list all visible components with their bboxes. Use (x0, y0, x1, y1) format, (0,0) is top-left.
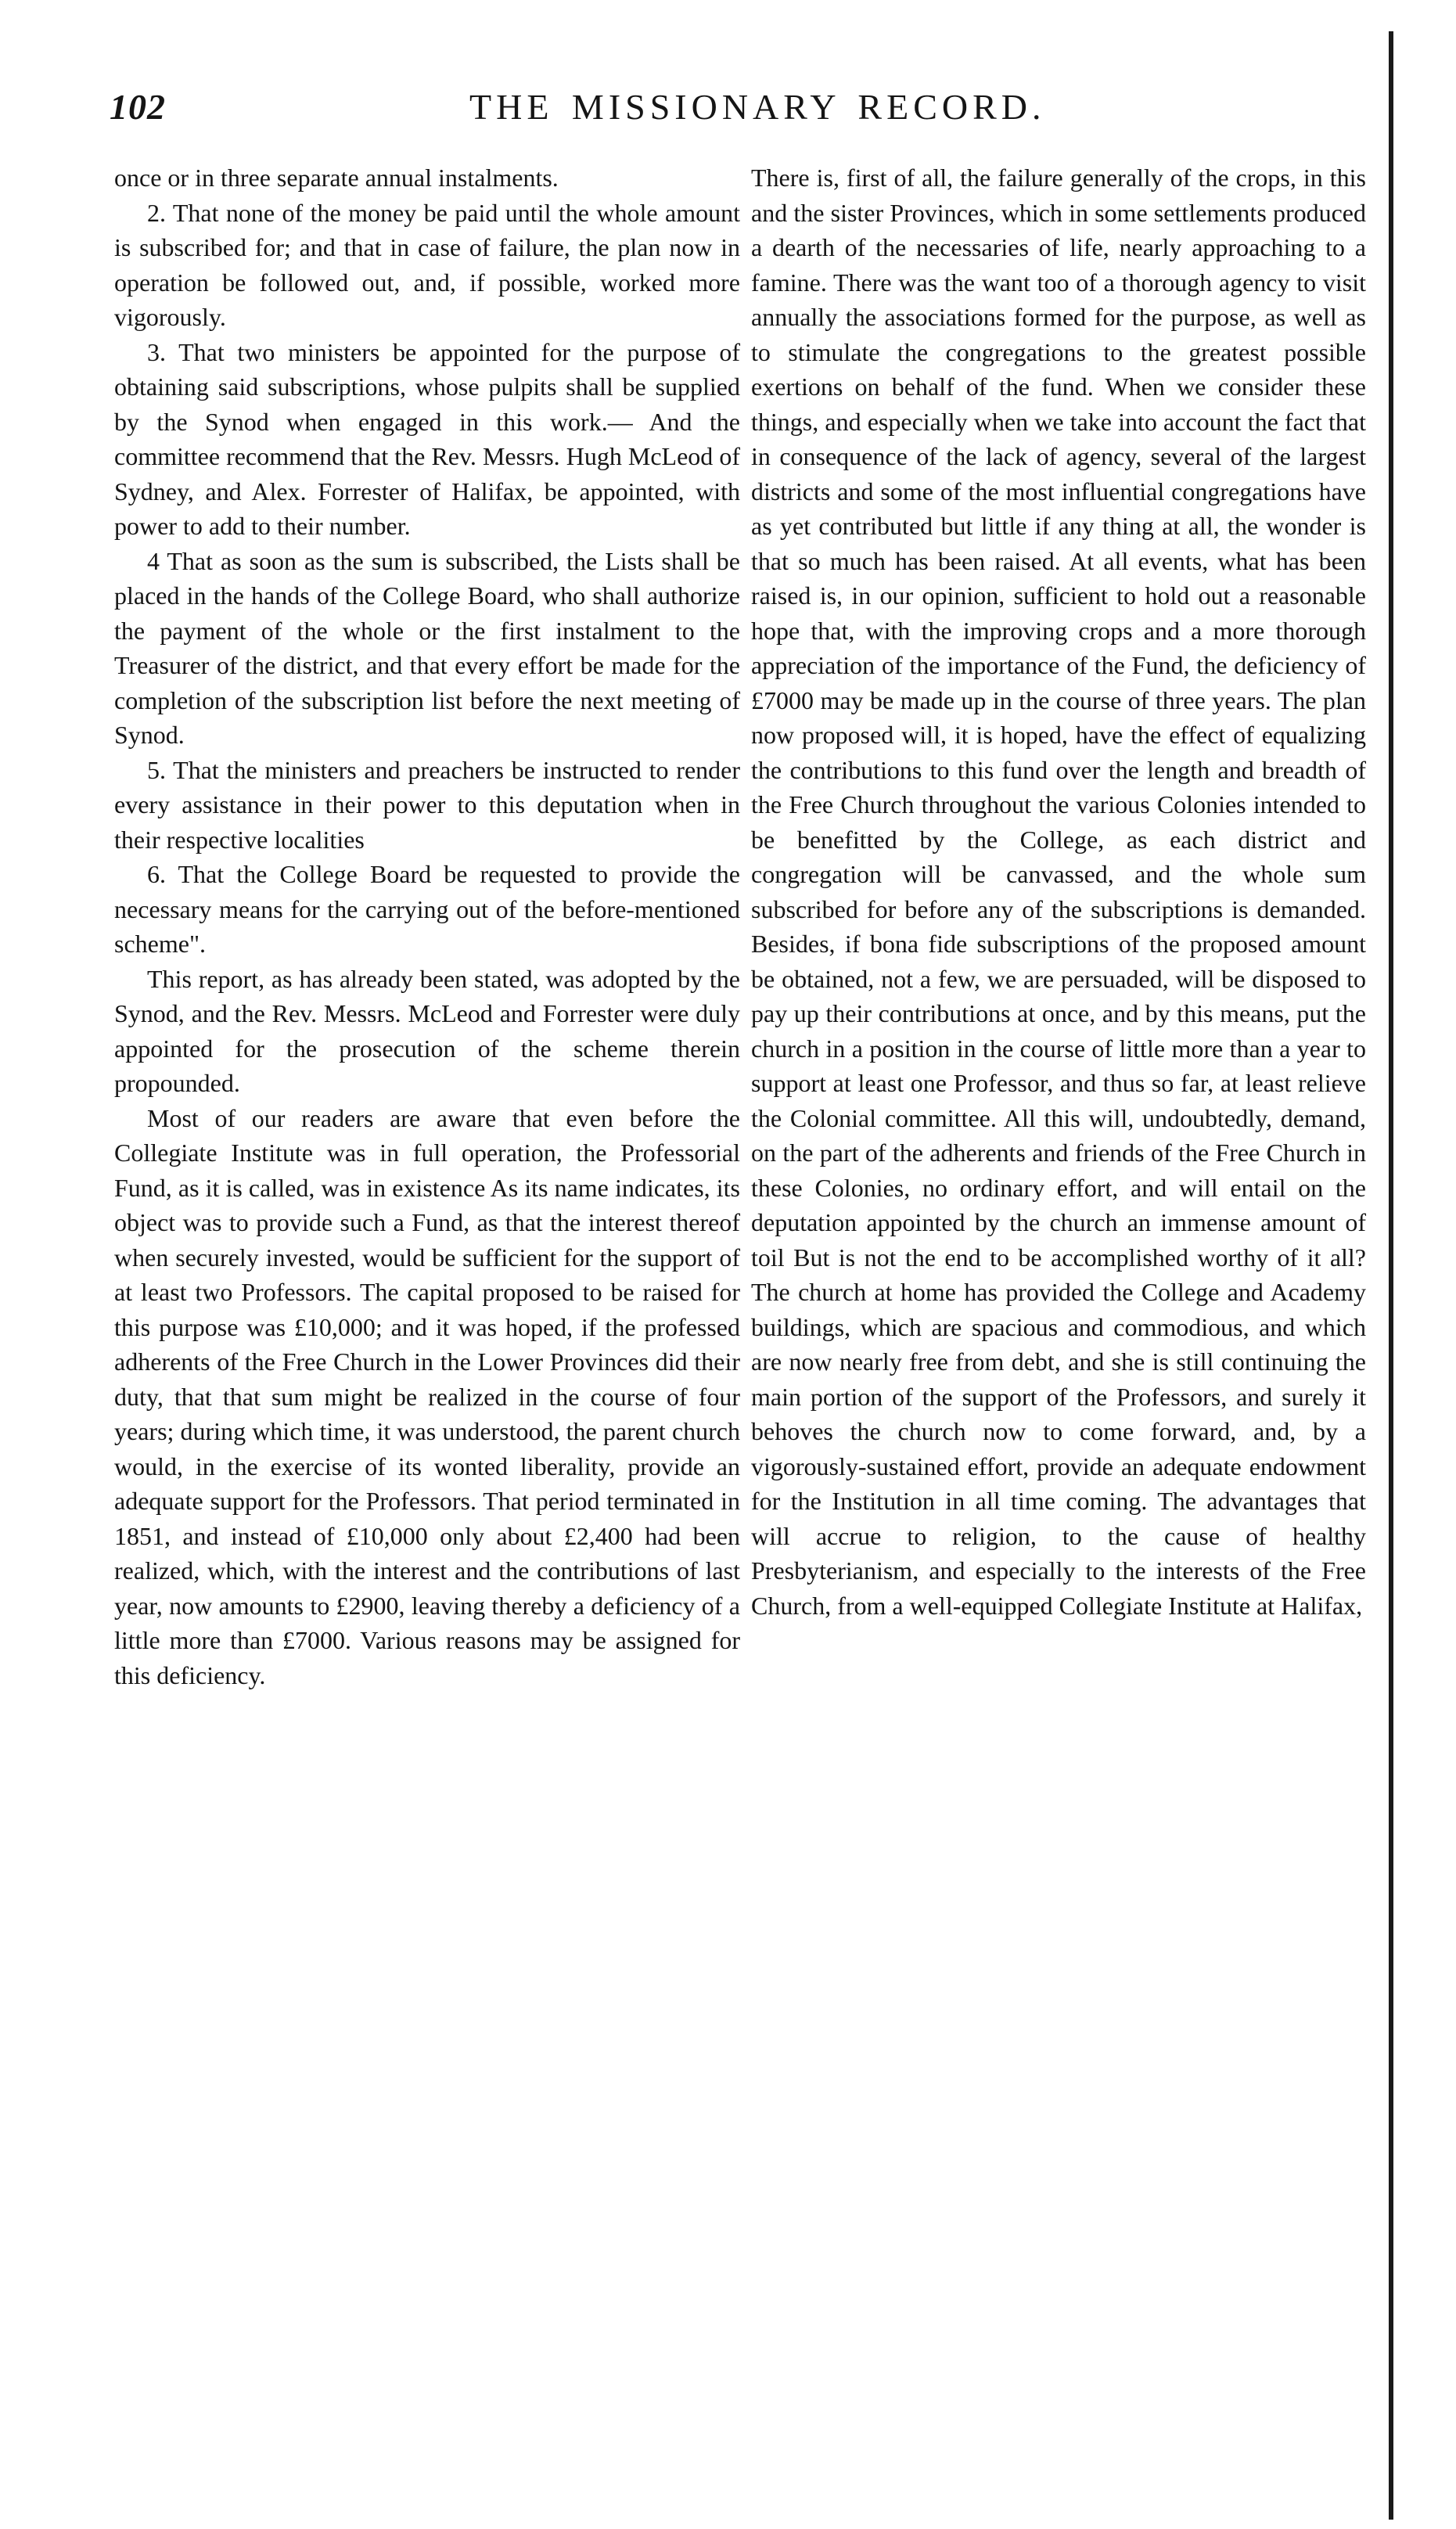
left-column (114, 160, 740, 1693)
page-header (110, 86, 1330, 156)
paragraph: once or in three separate annual instalments. (114, 164, 559, 192)
right-column (751, 160, 1366, 1623)
paragraph: 6. That the College Board be requested to provide the necessary means for the carrying out of the before-mentioned scheme". (114, 860, 740, 958)
paragraph: There is, first of all, the failure generally of the crops, in this and the sister Provinces, which in some settlements produced a dearth of the necessaries of life, nearly approaching to a famine. There was the want too of a thorough agency to visit annually the associations formed for the purpose, as well as to stimulate the congregations to the greatest possible exertions on behalf of the fund. When we consider these things, and especially when we take into account the fact that in consequence of the lack of agency, several of the largest districts and some of the most influential congregations have as yet contributed but little if any thing at all, the wonder is that so much has been raised. At all events, what has been raised is, in our opinion, sufficient to hold out a reasonable hope that, with the improving crops and a more thorough appreciation of the importance of the Fund, the deficiency of £7000 may be made up in the course of three years. The plan now proposed will, it is hoped, have the effect of equalizing the contributions to this fund over the length and breadth of the Free Church throughout the various Colonies intended to be benefitted by the College, as each district and congregation will be canvassed, and the whole sum subscribed for before any of the subscriptions is demanded. Besides, if bona fide subscriptions of the proposed amount be obtained, not a few, we are persuaded, will be disposed to pay up their contributions at once, and by this means, put the church in a position in the course of little more than a year to support at least one Professor, and thus so far, at least relieve the Colonial committee. All this will, undoubtedly, demand, on the part of the adherents and friends of the Free Church in these Colonies, no ordinary effort, and will entail on the deputation appointed by the church an immense amount of toil But is not the end to be accomplished worthy of it all? The church at home has provided the College and Academy buildings, which are spacious and commodious, and which are now nearly free from debt, and she is still continuing the main portion of the support of the Professors, and surely it behoves the church now to come forward, and, by a vigorously-sustained effort, provide an adequate endowment for the Institution in all time coming. The advantages that will accrue to religion, to the cause of healthy Presbyterianism, and especially to the interests of the Free Church, from a well-equipped Collegiate Institute at Halifax, (751, 164, 1366, 1620)
paragraph: 4 That as soon as the sum is subscribed, the Lists shall be placed in the hands of the College Board, who shall authorize the payment of the whole or the first instalment to the Treasurer of the district, and that every effort be made for the completion of the subscription list before the next meeting of Synod. (114, 546, 740, 749)
paragraph: 5. That the ministers and preachers be instructed to render every assistance in their power to this deputation when in their respective localities (114, 755, 740, 854)
paragraph: 3. That two ministers be appointed for the purpose of obtaining said subscriptions, whose pulpits shall be supplied by the Synod when engaged in this work.— And the committee recommend that the Rev. Messrs. Hugh McLeod of Sydney, and Alex. Forrester of Halifax, be appointed, with power to add to their number. (114, 337, 740, 540)
page-number: 102 (110, 87, 166, 127)
paragraph: This report, as has already been stated, was adopted by the Synod, and the Rev. Messrs. McLeod and Forrester were duly appointed for the prosecution of the scheme therein propounded. (114, 964, 740, 1097)
running-title: THE MISSIONARY RECORD. (469, 87, 1046, 127)
paragraph: Most of our readers are aware that even before the Collegiate Institute was in full operation, the Professorial Fund, as it is called, was in existence As its name indicates, its object was to provide such a Fund, as that the interest thereof when securely invested, would be sufficient for the support of at least two Professors. The capital proposed to be raised for this purpose was £10,000; and it was hoped, if the professed adherents of the Free Church in the Lower Provinces did their duty, that that sum might be realized in the course of four years; during which time, it was understood, the parent church would, in the exercise of its wonted liberality, provide an adequate support for the Professors. That period terminated in 1851, and instead of £10,000 only about £2,400 had been realized, which, with the interest and the contributions of last year, now amounts to £2900, leaving thereby a deficiency of a little more than £7000. Various reasons may be assigned for this deficiency. (114, 1103, 740, 1689)
paragraph: 2. That none of the money be paid until the whole amount is subscribed for; and that in case of failure, the plan now in operation be followed out, and, if possible, worked more vigorously. (114, 198, 740, 331)
page-edge-rule (1389, 31, 1393, 2520)
